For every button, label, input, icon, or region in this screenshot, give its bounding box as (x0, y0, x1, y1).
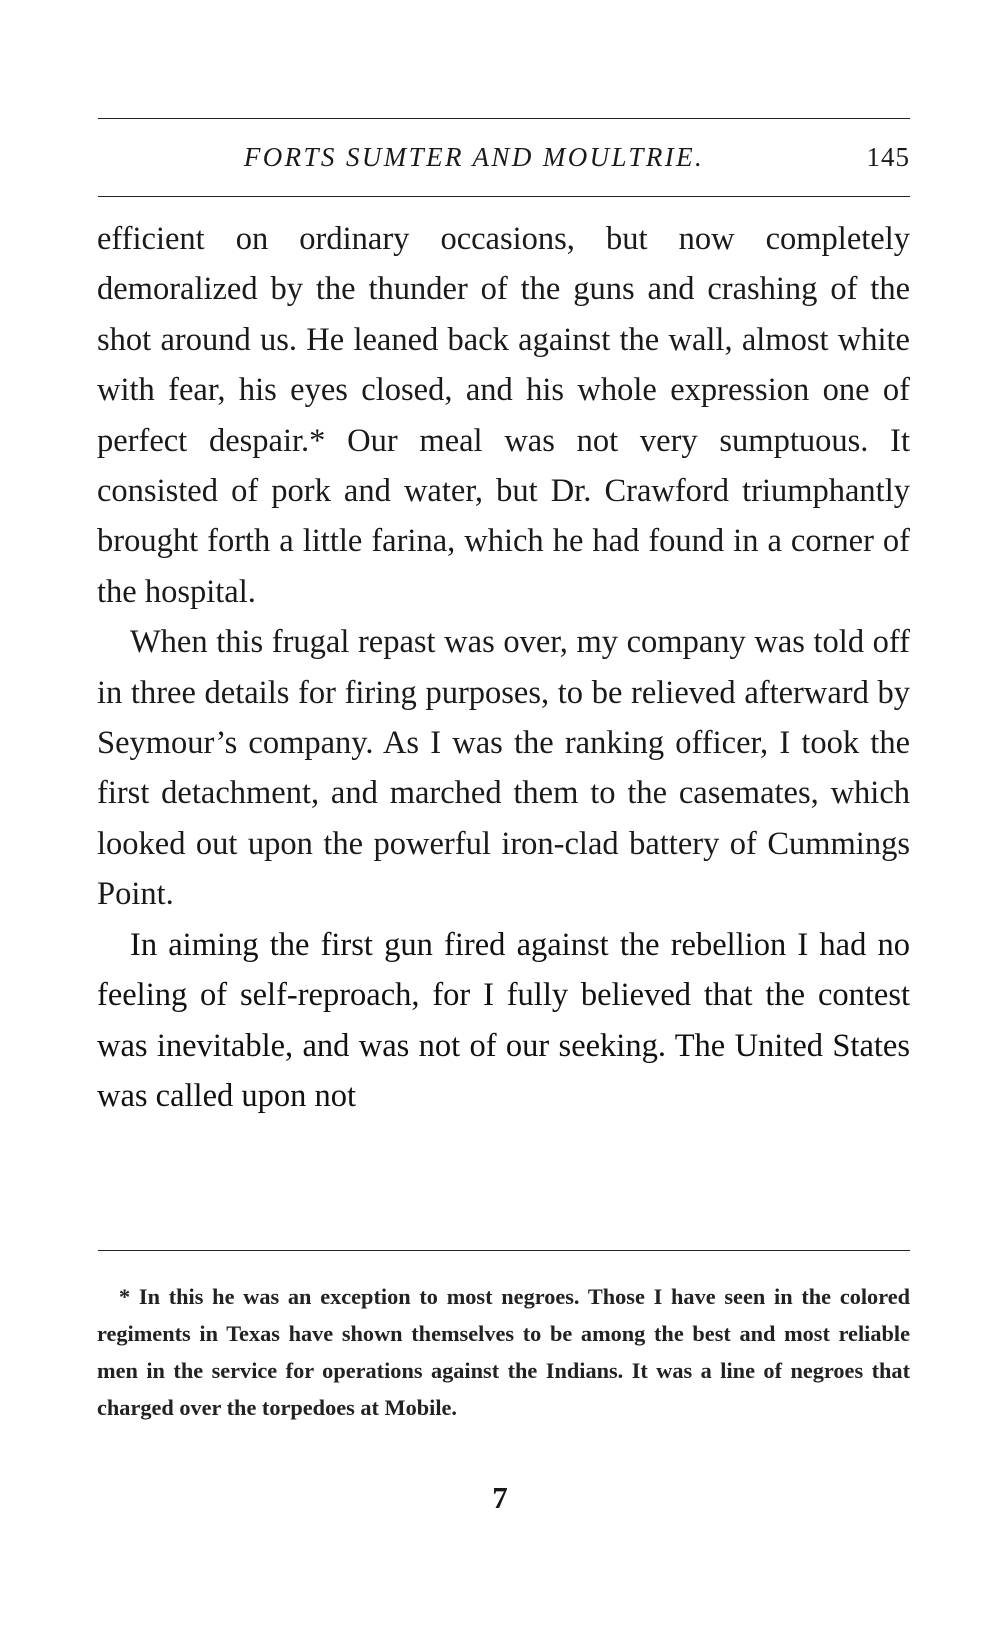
page-number: 145 (866, 142, 910, 172)
paragraph: In aiming the first gun fired against the rebellion I had no feeling of self-reproach, for I fully believed that the contest was inevitable, and was not of our seeking. The United States was called upon not (97, 926, 910, 1114)
header-top-rule (98, 118, 910, 119)
footnote-rule (98, 1250, 910, 1251)
header-bottom-rule (98, 196, 910, 197)
signature-mark: 7 (492, 1480, 508, 1515)
running-head (98, 142, 910, 182)
footnote (97, 1278, 910, 1426)
footnote-text: * In this he was an exception to most negroes. Those I have seen in the colored regiments in Texas have shown themselves to be among the best and most reliable men in the service for operations against the Indians. It was a line of negroes that charged over the torpedoes at Mobile. (97, 1284, 910, 1420)
body-text (97, 214, 910, 1121)
running-title: FORTS SUMTER AND MOULTRIE. (243, 142, 705, 172)
paragraph: When this frugal repast was over, my company was told off in three details for firing purposes, to be relieved afterward by Seymour’s company. As I was the ranking officer, I took the first detachment, and marched them to the casemates, which looked out upon the powerful iron-clad battery of Cummings Point. (97, 624, 910, 913)
paragraph-continued: efficient on ordinary occasions, but now completely demoralized by the thunder of the guns and crashing of the shot around us. He leaned back against the wall, almost white with fear, his eyes closed, and his whole expression one of perfect despair.* Our meal was not very sumptuous. It consisted of pork and water, but Dr. Crawford triumphantly brought forth a little farina, which he had found in a corner of the hospital. (97, 221, 910, 610)
